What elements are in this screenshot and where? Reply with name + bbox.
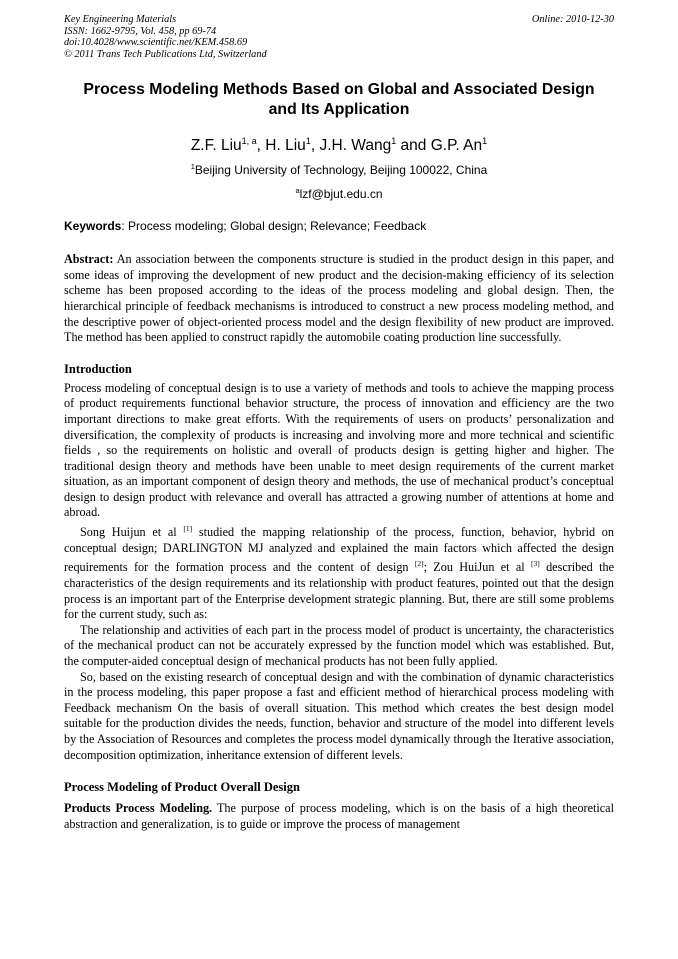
- abstract-paragraph: [64, 252, 614, 346]
- author-list: [64, 132, 614, 155]
- intro-paragraph-2: [64, 521, 614, 623]
- section-heading-process-modeling: Process Modeling of Product Overall Design: [64, 780, 300, 795]
- affiliation-mark: 1: [190, 162, 195, 172]
- section-heading-introduction: Introduction: [64, 361, 132, 376]
- intro-p2-text: studied the mapping relationship of the process, function, behavior, hybrid on conceptual design; DARLINGTON MJ analyzed and explained the main factors which affected the design requirements for the formation process and the content of design: [64, 525, 614, 575]
- abstract-label: Abstract:: [64, 252, 114, 267]
- intro-paragraph-1: Process modeling of conceptual design is to use a variety of methods and tools to achieve the mapping process of product requirements functional behavior structure, the process of innovation and efficiency are the two important directions to make great efforts. With the requirements of users on products’ personalization and diversification, the complexity of products is increasing and involving more and more technical and scientific fields , so the requirements on holistic and overall of products design is getting higher and higher. The traditional design theory and methods have been unable to meet design requirements of the current market situation, as an important component of design theory and methods, the use of mechanical product’s conceptual design to design product with relevance and overall has attracted a growing number of attentions at home and abroad.: [64, 380, 614, 520]
- citation-ref: [1]: [183, 524, 193, 534]
- citation-ref: [3]: [531, 559, 540, 569]
- journal-header: [64, 14, 614, 60]
- email-mark: a: [295, 186, 300, 196]
- author-affil-mark: 1: [482, 136, 488, 146]
- online-date: Online: 2010-12-30: [531, 14, 614, 25]
- author-affil-mark: 1: [391, 136, 397, 146]
- keywords-label: Keywords: [64, 219, 122, 234]
- author-email: [64, 183, 614, 202]
- paper-page: [64, 14, 614, 832]
- keywords-text: : Process modeling; Global design; Relevance; Feedback: [121, 219, 427, 234]
- author-name: G.P. An: [430, 137, 483, 155]
- journal-issn: ISSN: 1662-9795, Vol. 458, pp 69-74: [64, 25, 217, 37]
- author-name: J.H. Wang: [319, 137, 392, 155]
- title-line-1: Process Modeling Methods Based on Global and Associated Design: [83, 81, 595, 98]
- intro-p2-text: described the characteristics of the design requirements and its relationship with product features, pointed out that the design process is an important part of the Enterprise development strategic planning. But, there are still some problems for the current study, such as:: [64, 560, 614, 622]
- section2-text: The purpose of process modeling, which is on the basis of a high theoretical abstraction and generalization, is to guide or improve the process of management: [64, 801, 614, 831]
- citation-ref: [2]: [414, 559, 424, 569]
- affiliation: [64, 159, 614, 178]
- author-affil-mark: 1: [305, 136, 311, 146]
- title-line-2: and Its Application: [268, 101, 410, 118]
- intro-paragraph-3: The relationship and activities of each part in the process model of product is uncertainty, the characteristics of the mechanical product can not be accurately expressed by the function model which was established. But, the computer-aided conceptual design of mechanical products has not been fully applied.: [64, 622, 614, 668]
- intro-paragraph-4: So, based on the existing research of conceptual design and with the combination of dynamic characteristics in the process modeling, this paper propose a fast and efficient method of hierarchical process modeling with Feedback mechanism On the basis of overall situation. This method which creates the best design model suitable for the production divides the needs, function, behavior and structure of the model into different levels by the Association of Resources and completes the process model dynamically through the Iterative association, decomposition optimization, inheritance extension of different levels.: [64, 669, 614, 762]
- author-affil-mark: 1, a: [241, 136, 257, 146]
- intro-p2-text: ; Zou HuiJun et al: [423, 560, 532, 575]
- email-text: lzf@bjut.edu.cn: [299, 187, 383, 202]
- journal-info: [64, 14, 267, 60]
- intro-p2-text: Song Huijun et al: [80, 525, 184, 540]
- author-name: H. Liu: [265, 137, 306, 155]
- abstract: [64, 252, 614, 346]
- author-separator: ,: [310, 137, 320, 155]
- journal-copyright: © 2011 Trans Tech Publications Ltd, Switzerland: [64, 48, 267, 60]
- author-separator: and: [396, 137, 431, 155]
- abstract-text: An association between the components structure is studied in the product design in this paper, and some ideas of improving the development of new product and the decision-making efficiency of its selection scheme has been proposed according to the ideas of the process modeling and global design. Then, the hierarchical principle of feedback mechanisms is introduced to construct a new process modeling method, and the descriptive power of object-oriented process model and the design flexibility of new product are improved. The method has been applied to construct rapidly the automobile coating production line successfully.: [64, 252, 614, 345]
- author-name: Z.F. Liu: [190, 137, 242, 155]
- journal-name: Key Engineering Materials: [64, 14, 177, 25]
- section2-paragraph: [64, 801, 614, 832]
- paper-title: [64, 80, 614, 120]
- subsection-label: Products Process Modeling.: [64, 801, 213, 816]
- affiliation-text: Beijing University of Technology, Beijing 100022, China: [194, 163, 488, 178]
- keywords: [64, 219, 614, 234]
- journal-doi: doi:10.4028/www.scientific.net/KEM.458.69: [64, 37, 248, 48]
- author-separator: ,: [256, 137, 266, 155]
